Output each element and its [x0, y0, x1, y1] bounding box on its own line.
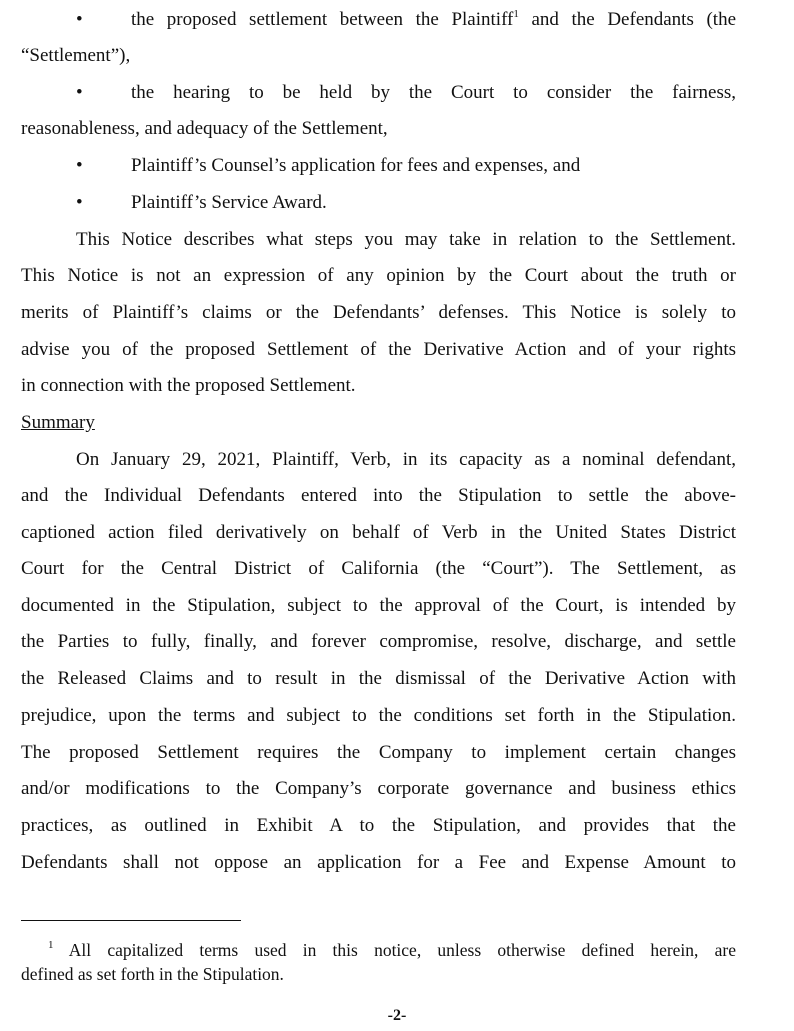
bullet-icon: • — [76, 192, 83, 213]
footnote-text: All capitalized terms used in this notice, unless otherwise defined herein, are — [68, 940, 736, 960]
paragraph-line: This Notice is not an expression of any opinion by the Court about the truth or — [21, 265, 736, 286]
paragraph-line: Defendants shall not oppose an application for a Fee and Expense Amount to — [21, 852, 736, 873]
paragraph-line: captioned action filed derivatively on behalf of Verb in the United States District — [21, 522, 736, 543]
footnote-ref[interactable]: 1 — [513, 7, 519, 20]
paragraph-line: in connection with the proposed Settlement. — [21, 375, 356, 396]
bullet-line: “Settlement”), — [21, 45, 131, 66]
paragraph-line: The proposed Settlement requires the Company to implement certain changes — [21, 742, 736, 763]
paragraph-line: This Notice describes what steps you may take in relation to the Settlement. — [76, 229, 736, 250]
paragraph-line: practices, as outlined in Exhibit A to the Stipulation, and provides that the — [21, 815, 736, 836]
bullet-text: the proposed settlement between the Plaintiff — [131, 9, 514, 30]
footnote-line — [48, 940, 736, 960]
bullet-icon: • — [76, 155, 83, 176]
bullet-line — [131, 9, 736, 31]
paragraph-line: merits of Plaintiff’s claims or the Defendants’ defenses. This Notice is solely to — [21, 302, 736, 323]
paragraph-line: the Released Claims and to result in the dismissal of the Derivative Action with — [21, 668, 736, 689]
paragraph-line: the Parties to fully, finally, and forever compromise, resolve, discharge, and settle — [21, 631, 736, 652]
paragraph-line: and/or modifications to the Company’s corporate governance and business ethics — [21, 778, 736, 799]
paragraph-line: prejudice, upon the terms and subject to the conditions set forth in the Stipulation. — [21, 705, 736, 726]
bullet-icon: • — [76, 9, 83, 30]
bullet-line: Plaintiff’s Service Award. — [131, 192, 327, 213]
footnote-number: 1 — [48, 939, 54, 952]
paragraph-line: advise you of the proposed Settlement of the Derivative Action and of your rights — [21, 339, 736, 360]
page-number: -2- — [387, 1007, 407, 1024]
paragraph-line: documented in the Stipulation, subject to the approval of the Court, is intended by — [21, 595, 736, 616]
footnote-line: defined as set forth in the Stipulation. — [21, 964, 284, 984]
paragraph-line: Court for the Central District of California (the “Court”). The Settlement, as — [21, 558, 736, 579]
footnote-separator — [21, 920, 241, 921]
bullet-icon: • — [76, 82, 83, 103]
bullet-line: the hearing to be held by the Court to consider the fairness, — [131, 82, 736, 103]
paragraph-line: On January 29, 2021, Plaintiff, Verb, in its capacity as a nominal defendant, — [76, 449, 736, 470]
bullet-line: Plaintiff’s Counsel’s application for fees and expenses, and — [131, 155, 581, 176]
paragraph-line: and the Individual Defendants entered into the Stipulation to settle the above- — [21, 485, 736, 506]
bullet-line: reasonableness, and adequacy of the Settlement, — [21, 118, 388, 139]
section-heading-summary: Summary — [21, 412, 95, 433]
bullet-text: and the Defendants (the — [531, 9, 736, 30]
